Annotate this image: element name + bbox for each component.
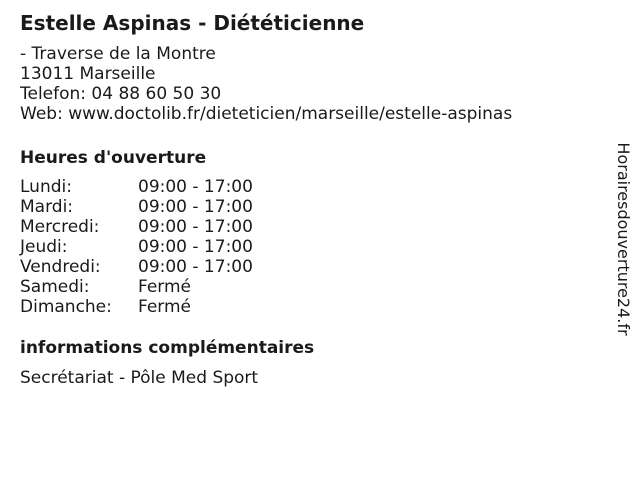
hours-row-wednesday (20, 217, 590, 237)
opening-hours-heading: Heures d'ouverture (20, 148, 207, 168)
hours-value: Fermé (138, 277, 192, 297)
phone-number: Telefon: 04 88 60 50 30 (20, 84, 222, 104)
hours-row-friday (20, 257, 590, 277)
website-link[interactable]: Web: www.doctolib.fr/dieteticien/marseille/estelle-aspinas (20, 104, 513, 124)
hours-value: 09:00 - 17:00 (138, 237, 253, 257)
day-label: Mardi: (20, 197, 74, 217)
street-address: - Traverse de la Montre (20, 44, 216, 64)
business-listing (20, 10, 590, 389)
hours-row-saturday (20, 277, 590, 297)
hours-row-sunday (20, 297, 590, 317)
day-label: Lundi: (20, 177, 72, 197)
day-label: Vendredi: (20, 257, 101, 277)
site-watermark: Horairesdouverture24.fr (614, 142, 633, 336)
hours-value: 09:00 - 17:00 (138, 197, 253, 217)
day-label: Mercredi: (20, 217, 100, 237)
additional-info-heading: informations complémentaires (20, 338, 315, 358)
hours-value: Fermé (138, 297, 192, 317)
day-label: Dimanche: (20, 297, 112, 317)
business-title: Estelle Aspinas - Diététicienne (20, 11, 365, 35)
hours-value: 09:00 - 17:00 (138, 177, 253, 197)
hours-row-monday (20, 177, 590, 197)
postal-city: 13011 Marseille (20, 64, 156, 84)
day-label: Samedi: (20, 277, 90, 297)
hours-row-thursday (20, 237, 590, 257)
hours-value: 09:00 - 17:00 (138, 257, 253, 277)
opening-hours-table (20, 177, 590, 317)
hours-value: 09:00 - 17:00 (138, 217, 253, 237)
hours-row-tuesday (20, 197, 590, 217)
day-label: Jeudi: (20, 237, 68, 257)
additional-info-text: Secrétariat - Pôle Med Sport (20, 368, 259, 388)
